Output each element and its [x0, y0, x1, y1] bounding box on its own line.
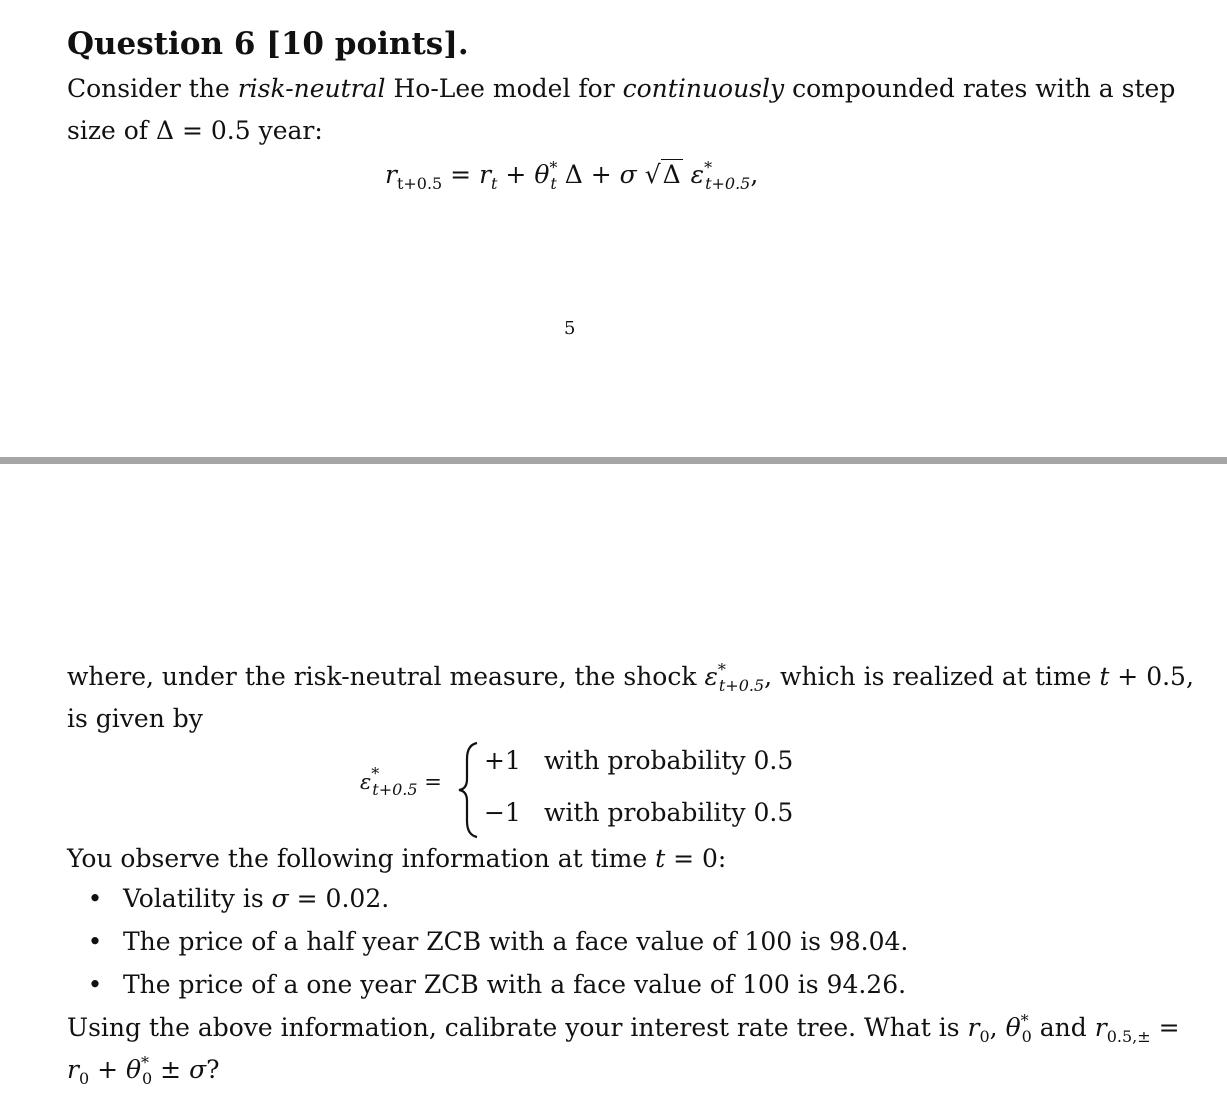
shock-line-1: where, under the risk-neutral measure, the shock $\varepsilon^*_{t+0.5}$, which is realized at time t + 0.5,	[67, 660, 1194, 695]
shock-line-2: is given by	[67, 704, 203, 733]
page-number: 5	[564, 318, 576, 339]
cases-brace	[455, 741, 483, 839]
ho-lee-equation: $r_{t+0.5} = r_t + \theta^*_t$ Δ + σ √Δ $\varepsilon^*_{t+0.5}$,	[385, 158, 759, 193]
shock-case-plus: +1 with probability 0.5	[484, 746, 794, 775]
task-line-2: $r_0 + \theta^*_0 \pm \sigma$?	[67, 1053, 220, 1088]
intro-line-1: Consider the risk-neutral Ho-Lee model for continuously compounded rates with a step	[67, 74, 1176, 103]
shock-equation-lhs: $\varepsilon^*_{t+0.5}$ =	[360, 764, 442, 799]
question-title: Question 6 [10 points].	[67, 26, 469, 62]
list-item: • The price of a half year ZCB with a face value of 100 is 98.04.	[87, 927, 909, 956]
list-item: • The price of a one year ZCB with a face value of 100 is 94.26.	[87, 970, 907, 999]
list-item: • Volatility is σ = 0.02.	[87, 884, 390, 913]
shock-case-minus: −1 with probability 0.5	[484, 798, 794, 827]
task-line-1: Using the above information, calibrate your interest rate tree. What is $r_0$, $\theta^*_0$ and $r_{0.5,\pm}$ =	[67, 1011, 1180, 1046]
intro-line-2: size of Δ = 0.5 year:	[67, 116, 323, 145]
page-divider	[0, 457, 1227, 464]
observation-intro: You observe the following information at time t = 0:	[67, 844, 727, 873]
observation-list	[67, 883, 908, 1012]
